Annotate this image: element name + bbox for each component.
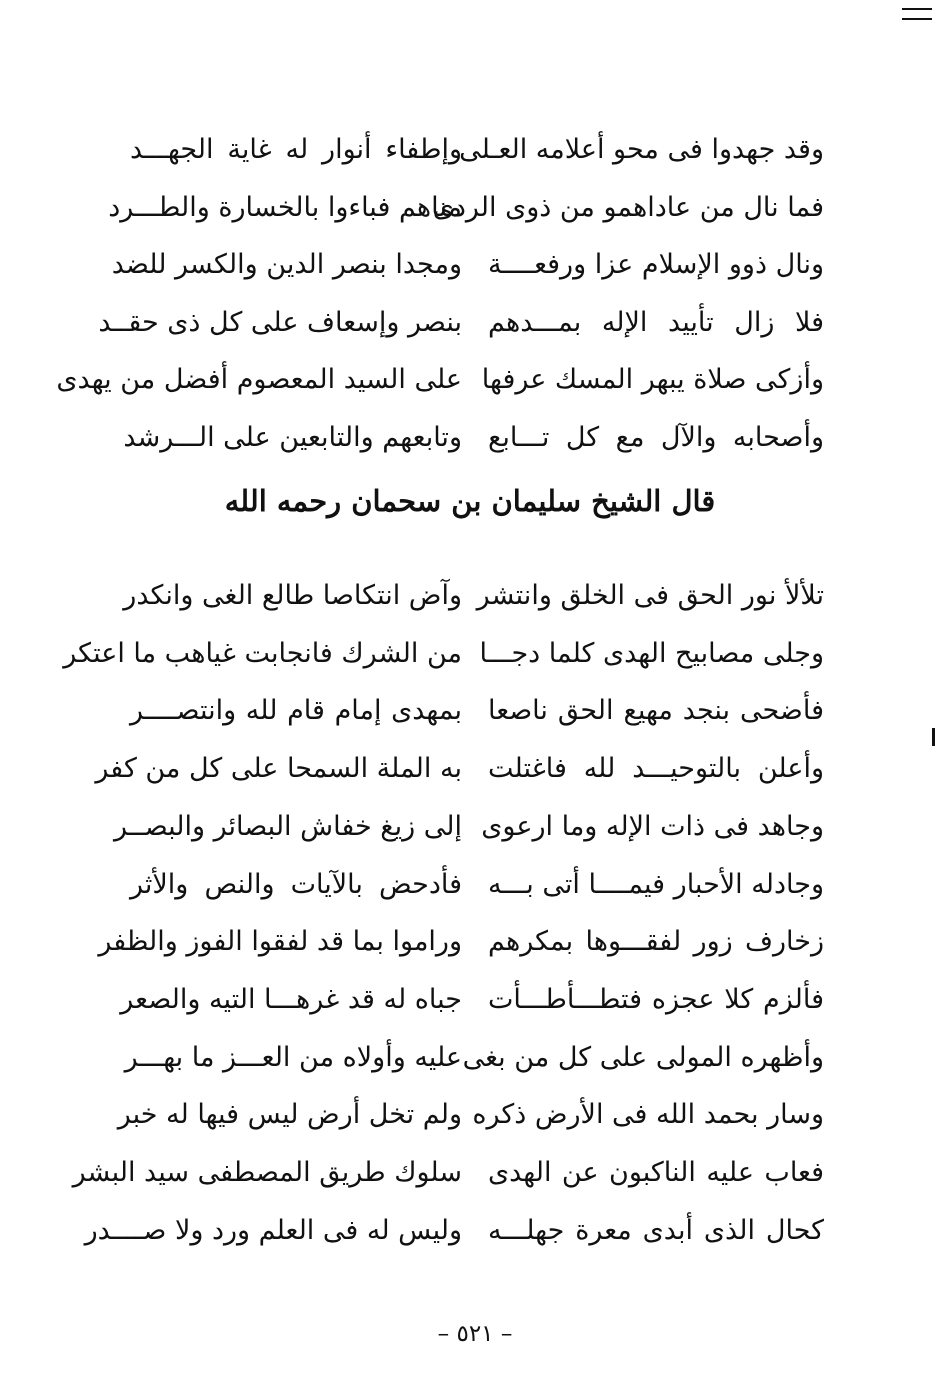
verse-first-hemistich: وأظهره المولى على كل من بغى bbox=[462, 1041, 824, 1073]
verse-second-hemistich: ومجدا بنصر الدين والكسر للضد bbox=[111, 249, 462, 280]
verse-line bbox=[0, 685, 938, 737]
verse-second-hemistich: جباه له قد غرهـــا التيه والصعر bbox=[120, 983, 462, 1015]
verse-second-hemistich: وراموا بما قد لفقوا الفوز والظفر bbox=[98, 926, 462, 958]
verse-second-hemistich: بمهدى إمام قام لله وانتصــــر bbox=[130, 695, 462, 727]
verse-second-hemistich: فأدحض بالآيات والنص والأثر bbox=[130, 868, 462, 900]
poem-heading: قال الشيخ سليمان بن سحمان رحمه الله bbox=[224, 484, 716, 518]
verse-first-hemistich: وأزكى صلاة يبهر المسك عرفها bbox=[481, 364, 824, 395]
verse-second-hemistich: وآض انتكاصا طالع الغى وانكدر bbox=[123, 580, 462, 611]
verse-first-hemistich: كحال الذى أبدى معرة جهلـــه bbox=[488, 1214, 824, 1246]
verse-second-hemistich: وإطفاء أنوار له غاية الجهـــد bbox=[130, 134, 462, 165]
verse-line bbox=[0, 1147, 938, 1199]
verse-second-hemistich: مناهم فباءوا بالخسارة والطـــرد bbox=[108, 191, 462, 223]
verse-first-hemistich: وأصحابه والآل مع كل تـــابع bbox=[488, 421, 824, 453]
verse-first-hemistich: فلا زال تأييد الإله بمـــدهم bbox=[488, 306, 824, 338]
verse-line bbox=[0, 354, 938, 406]
verse-second-hemistich: بنصر وإسعاف على كل ذى حقــد bbox=[98, 306, 462, 338]
verse-first-hemistich: وجاهد فى ذات الإله وما ارعوى bbox=[481, 810, 824, 842]
verse-first-hemistich: ونال ذوو الإسلام عزا ورفعــــة bbox=[488, 249, 824, 280]
verse-first-hemistich: فما نال من عاداهمو من ذوى الردى bbox=[432, 191, 824, 223]
verse-first-hemistich: وأعلن بالتوحيـــد لله فاغتلت bbox=[488, 753, 824, 785]
verse-first-hemistich: فعاب عليه الناكبون عن الهدى bbox=[488, 1157, 824, 1188]
verse-line bbox=[0, 743, 938, 795]
corner-rule-mark bbox=[902, 8, 932, 28]
verse-line bbox=[0, 182, 938, 234]
verse-second-hemistich: عليه وأولاه من العـــز ما بهـــر bbox=[124, 1041, 462, 1073]
verse-second-hemistich: سلوك طريق المصطفى سيد البشر bbox=[72, 1157, 462, 1188]
verse-first-hemistich: وسار بحمد الله فى الأرض ذكره bbox=[472, 1099, 824, 1131]
verse-line bbox=[0, 801, 938, 853]
verse-line bbox=[0, 1032, 938, 1084]
verse-line bbox=[0, 974, 938, 1026]
verse-first-hemistich: وجادله الأحبار فيمــــا أتى بـــه bbox=[488, 868, 824, 900]
verse-second-hemistich: ولم تخل أرض ليس فيها له خبر bbox=[117, 1099, 462, 1131]
verse-line bbox=[0, 1205, 938, 1257]
verse-line bbox=[0, 628, 938, 680]
verse-second-hemistich: على السيد المعصوم أفضل من يهدى bbox=[56, 364, 462, 395]
verse-second-hemistich: من الشرك فانجابت غياهب ما اعتكر bbox=[63, 637, 462, 669]
verse-line bbox=[0, 859, 938, 911]
verse-second-hemistich: به الملة السمحا على كل من كفر bbox=[95, 753, 462, 785]
verse-second-hemistich: وليس له فى العلم ورد ولا صــــدر bbox=[84, 1214, 462, 1246]
verse-first-hemistich: فألزم كلا عجزه فتطـــأطـــأت bbox=[488, 983, 824, 1015]
verse-line bbox=[0, 297, 938, 349]
page-number: – ٥٢١ – bbox=[437, 1321, 513, 1347]
verse-second-hemistich: وتابعهم والتابعين على الـــرشد bbox=[123, 421, 462, 453]
verse-first-hemistich: فأضحى بنجد مهيع الحق ناصعا bbox=[488, 695, 824, 727]
verse-first-hemistich: زخارف زور لفقـــوها بمكرهم bbox=[488, 926, 824, 958]
verse-line bbox=[0, 124, 938, 176]
verse-first-hemistich: تلألأ نور الحق فى الخلق وانتشر bbox=[476, 580, 824, 611]
verse-line bbox=[0, 570, 938, 622]
verse-line bbox=[0, 412, 938, 464]
verse-second-hemistich: إلى زيغ خفاش البصائر والبصــر bbox=[114, 810, 462, 842]
verse-first-hemistich: وجلى مصابيح الهدى كلما دجـــا bbox=[479, 637, 824, 669]
verse-line bbox=[0, 1089, 938, 1141]
verse-line bbox=[0, 916, 938, 968]
verse-first-hemistich: وقد جهدوا فى محو أعلامه العـلى bbox=[459, 134, 824, 165]
verse-line bbox=[0, 239, 938, 291]
